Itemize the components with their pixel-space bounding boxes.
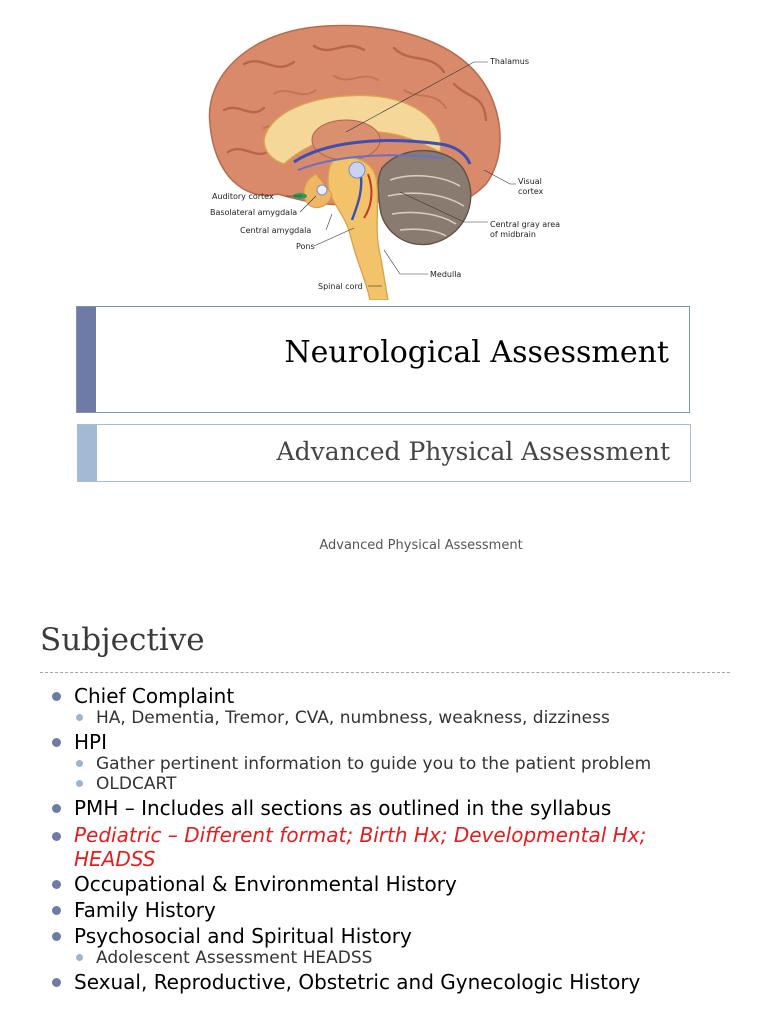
label-visual-cortex-1: Visual bbox=[518, 177, 542, 186]
label-central-gray-1: Central gray area bbox=[490, 220, 561, 229]
label-spinal-cord: Spinal cord bbox=[318, 282, 363, 291]
sub-bullet-headss: Adolescent Assessment HEADSS bbox=[50, 949, 730, 967]
bullet-text: Occupational & Environmental History bbox=[74, 872, 457, 896]
bullet-psychosocial-history bbox=[50, 923, 730, 949]
label-central-amygdala: Central amygdala bbox=[240, 226, 312, 235]
label-central-gray-2: of midbrain bbox=[490, 230, 536, 239]
label-thalamus: Thalamus bbox=[490, 57, 530, 66]
bullet-text: Family History bbox=[74, 898, 216, 922]
subtitle-accent-bar bbox=[78, 425, 97, 481]
bullet-text: Psychosocial and Spiritual History bbox=[74, 924, 412, 948]
bullet-text: PMH – Includes all sections as outlined in the syllabus bbox=[74, 796, 612, 820]
bullet-text: HPI bbox=[74, 730, 107, 754]
bullet-pediatric bbox=[50, 823, 730, 871]
sub-list bbox=[50, 755, 730, 793]
label-visual-cortex-2: cortex bbox=[518, 187, 544, 196]
bullet-sexual-history bbox=[50, 969, 730, 995]
bullet-text: Chief Complaint bbox=[74, 684, 235, 708]
bullet-family-history bbox=[50, 897, 730, 923]
bullet-pmh bbox=[50, 795, 730, 821]
slide-footer: Advanced Physical Assessment bbox=[319, 538, 523, 553]
sub-bullet-oldcart: OLDCART bbox=[50, 775, 730, 793]
sub-bullet-symptoms: HA, Dementia, Tremor, CVA, numbness, weakness, dizziness bbox=[50, 709, 730, 727]
sub-list bbox=[50, 709, 730, 727]
bullet-list bbox=[50, 683, 730, 995]
label-auditory-cortex: Auditory cortex bbox=[212, 192, 274, 201]
heading-divider bbox=[40, 672, 730, 673]
bullet-occupational-history bbox=[50, 871, 730, 897]
label-basolateral-amygdala: Basolateral amygdala bbox=[210, 208, 298, 217]
title-accent-bar bbox=[77, 307, 96, 412]
slide-subtitle: Advanced Physical Assessment bbox=[276, 437, 670, 466]
bullet-text: Pediatric – Different format; Birth Hx; Developmental Hx; HEADSS bbox=[74, 823, 647, 871]
content-heading: Subjective bbox=[40, 622, 205, 658]
sub-list bbox=[50, 949, 730, 967]
sub-bullet-gather-info: Gather pertinent information to guide you to the patient problem bbox=[50, 755, 730, 773]
subtitle-box bbox=[77, 424, 691, 482]
title-box bbox=[76, 306, 690, 413]
label-medulla: Medulla bbox=[430, 270, 462, 279]
brain-anatomy-illustration bbox=[204, 24, 568, 300]
bullet-chief-complaint bbox=[50, 683, 730, 709]
bullet-hpi bbox=[50, 729, 730, 755]
slide-title: Neurological Assessment bbox=[284, 335, 669, 370]
label-pons: Pons bbox=[296, 242, 315, 251]
bullet-text: Sexual, Reproductive, Obstetric and Gynecologic History bbox=[74, 970, 641, 994]
